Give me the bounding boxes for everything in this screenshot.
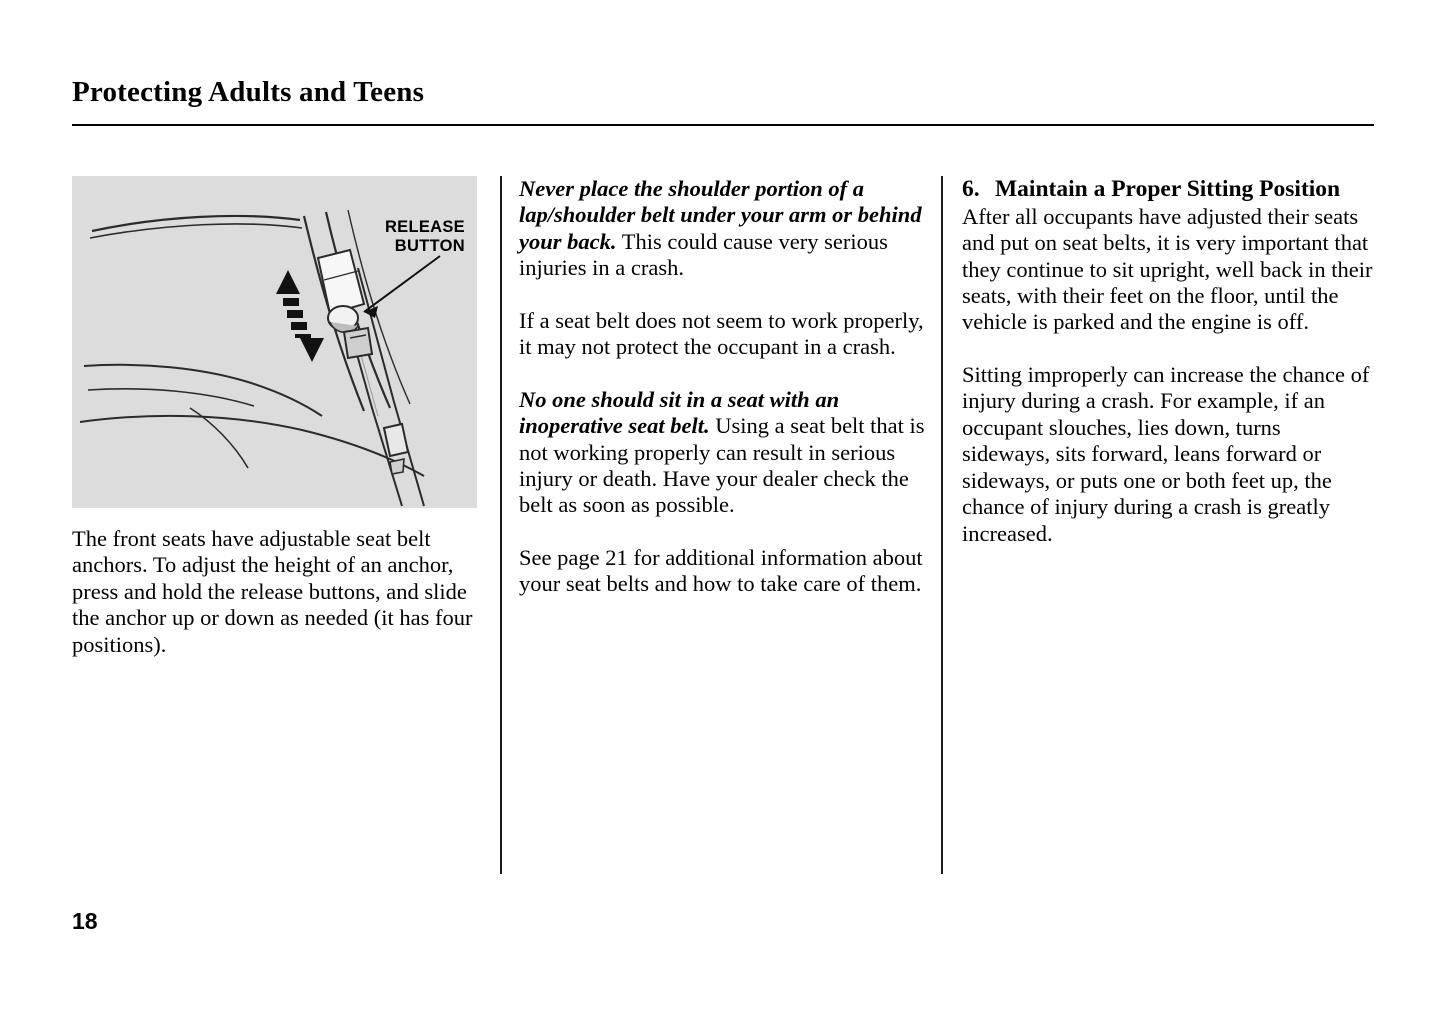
warning-3-rest: Using a seat belt that is not working properly can result in serious injury or death. Have your dealer check the belt as soon as possible. bbox=[519, 413, 925, 518]
section-heading bbox=[962, 176, 1374, 204]
sitting-position-paragraph-2: Sitting improperly can increase the chance of injury during a crash. For example, if an occupant slouches, lies down, turns sideways, sits forward, leans forward or sideways, or puts one or both feet up, the chance of injury during a crash is greatly increased. bbox=[962, 361, 1370, 546]
warning-paragraph-2: If a seat belt does not seem to work properly, it may not protect the occupant in a crash. bbox=[519, 307, 924, 360]
column-left bbox=[72, 176, 477, 684]
release-button-callout-line1: RELEASE bbox=[384, 218, 465, 236]
title-divider bbox=[72, 124, 1374, 126]
sitting-position-paragraph-1: After all occupants have adjusted their seats and put on seat belts, it is very important that they continue to sit upright, well back in their seats, with their feet on the floor, until the vehicle is parked and the engine is off. bbox=[962, 203, 1373, 335]
section-heading-text: Maintain a Proper Sitting Position bbox=[995, 176, 1341, 202]
column-middle bbox=[519, 176, 931, 624]
section-heading-number: 6. bbox=[962, 176, 980, 202]
warning-paragraph-3 bbox=[519, 387, 931, 519]
page-title: Protecting Adults and Teens bbox=[72, 76, 425, 108]
release-button-callout-line2: BUTTON bbox=[394, 236, 465, 255]
page-number: 18 bbox=[72, 908, 98, 934]
figure-caption: The front seats have adjustable seat belt anchors. To adjust the height of an anchor, press and hold the release buttons, and slide the anchor up or down as needed (it has four positions). bbox=[72, 526, 473, 657]
release-button-callout bbox=[345, 218, 465, 256]
column-right bbox=[962, 176, 1374, 573]
warning-1-rest: This could cause very serious injuries in a crash. bbox=[519, 228, 888, 281]
warning-1-lead: Never place the shoulder portion of a lap/shoulder belt under your arm or behind your back. bbox=[519, 176, 922, 254]
warning-3-lead: No one should sit in a seat with an inoperative seat belt. bbox=[519, 386, 840, 439]
seat-belt-anchor-figure bbox=[72, 176, 477, 508]
warning-paragraph-1 bbox=[519, 176, 931, 282]
content-columns bbox=[72, 176, 1374, 876]
cross-reference-paragraph: See page 21 for additional information about your seat belts and how to take care of them. bbox=[519, 544, 923, 597]
